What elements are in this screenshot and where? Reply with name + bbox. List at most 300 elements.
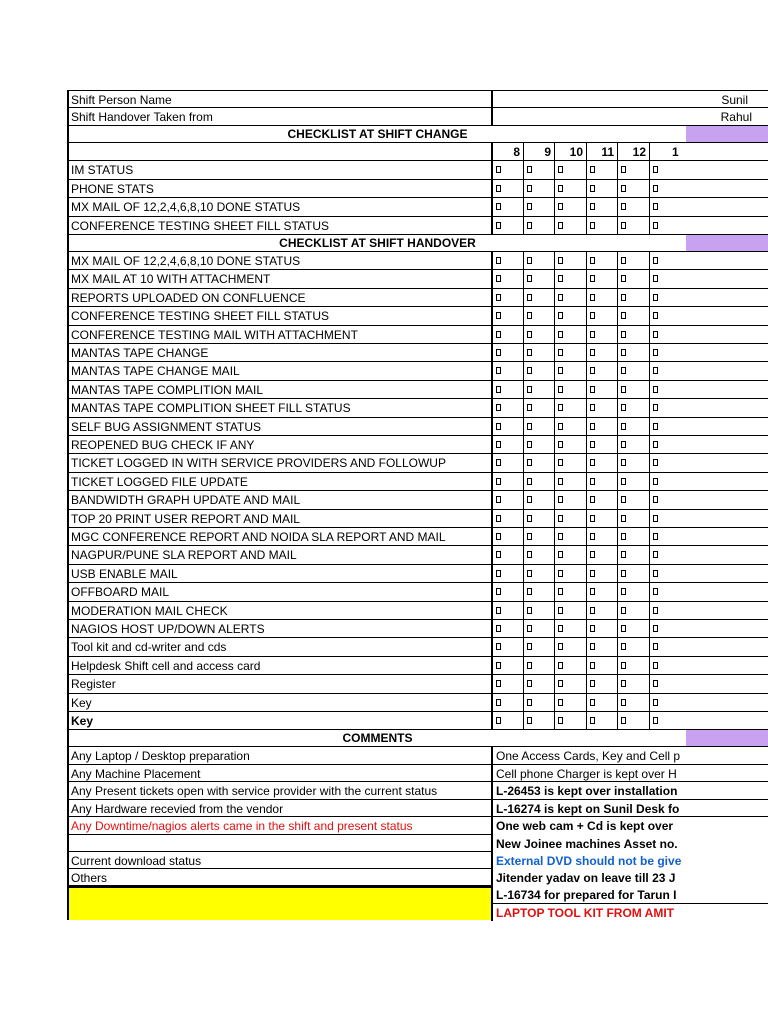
checklist-row bbox=[67, 694, 768, 712]
checkbox[interactable] bbox=[558, 349, 563, 356]
checklist-row bbox=[67, 418, 768, 436]
checkbox[interactable] bbox=[621, 459, 626, 466]
checkbox[interactable] bbox=[527, 662, 532, 669]
checkbox-cell bbox=[491, 418, 523, 436]
checkbox[interactable] bbox=[621, 441, 626, 448]
checkbox[interactable] bbox=[496, 166, 501, 173]
checklist-item-label: PHONE STATS bbox=[67, 180, 491, 199]
checklist-row bbox=[67, 362, 768, 380]
checkbox[interactable] bbox=[527, 496, 532, 503]
checkbox[interactable] bbox=[653, 222, 658, 229]
checkbox[interactable] bbox=[590, 496, 595, 503]
checkbox-cell bbox=[554, 307, 586, 325]
checkbox[interactable] bbox=[558, 166, 563, 173]
checkbox[interactable] bbox=[590, 515, 595, 522]
checkbox-cell bbox=[554, 270, 586, 288]
checklist-row bbox=[67, 252, 768, 270]
checkbox[interactable] bbox=[590, 699, 595, 706]
checkbox[interactable] bbox=[653, 275, 658, 282]
checkbox-cell bbox=[554, 657, 586, 675]
checkbox[interactable] bbox=[496, 496, 501, 503]
checkbox[interactable] bbox=[621, 185, 626, 192]
checkbox-cell bbox=[586, 326, 617, 344]
checkbox[interactable] bbox=[558, 643, 563, 650]
checklist-row bbox=[67, 399, 768, 417]
checkbox-cell bbox=[523, 198, 554, 217]
checkbox[interactable] bbox=[653, 478, 658, 485]
checkbox-cell bbox=[617, 546, 649, 564]
checkbox[interactable] bbox=[621, 312, 626, 319]
checkbox-cell bbox=[491, 473, 523, 491]
checkbox-cell bbox=[586, 583, 617, 601]
checkbox[interactable] bbox=[527, 588, 532, 595]
checklist-item-label: Helpdesk Shift cell and access card bbox=[67, 657, 491, 675]
checkbox-cell bbox=[523, 712, 554, 730]
checkbox-cell bbox=[554, 694, 586, 712]
checklist-item-label: MGC CONFERENCE REPORT AND NOIDA SLA REPORT AND MAIL bbox=[67, 528, 491, 546]
checkbox-cell bbox=[586, 399, 617, 417]
checkbox[interactable] bbox=[527, 717, 532, 724]
checkbox[interactable] bbox=[590, 257, 595, 264]
checkbox[interactable] bbox=[653, 515, 658, 522]
checkbox-cell bbox=[617, 638, 649, 656]
checkbox-cell bbox=[649, 712, 768, 730]
checkbox[interactable] bbox=[621, 607, 626, 614]
comment-value-row bbox=[491, 835, 768, 852]
checkbox[interactable] bbox=[558, 625, 563, 632]
banner-highlight bbox=[686, 730, 768, 746]
checklist-item-label: TOP 20 PRINT USER REPORT AND MAIL bbox=[67, 510, 491, 528]
checkbox[interactable] bbox=[496, 570, 501, 577]
checkbox-cell bbox=[554, 399, 586, 417]
checkbox[interactable] bbox=[527, 257, 532, 264]
checkbox-cell bbox=[649, 326, 768, 344]
checkbox[interactable] bbox=[496, 662, 501, 669]
checkbox[interactable] bbox=[558, 257, 563, 264]
checkbox[interactable] bbox=[621, 275, 626, 282]
checkbox[interactable] bbox=[527, 643, 532, 650]
checkbox[interactable] bbox=[527, 367, 532, 374]
shift-handover-title: CHECKLIST AT SHIFT HANDOVER bbox=[279, 236, 476, 250]
checkbox-cell bbox=[554, 675, 586, 693]
checkbox[interactable] bbox=[653, 386, 658, 393]
checkbox[interactable] bbox=[590, 386, 595, 393]
checkbox[interactable] bbox=[496, 478, 501, 485]
checklist-item-label: MX MAIL AT 10 WITH ATTACHMENT bbox=[67, 270, 491, 288]
checkbox[interactable] bbox=[653, 533, 658, 540]
checklist-row bbox=[67, 161, 768, 180]
checkbox[interactable] bbox=[558, 459, 563, 466]
comments-banner bbox=[67, 730, 768, 747]
checkbox[interactable] bbox=[653, 294, 658, 301]
checkbox-cell bbox=[554, 326, 586, 344]
checkbox[interactable] bbox=[590, 367, 595, 374]
checkbox[interactable] bbox=[558, 699, 563, 706]
checkbox[interactable] bbox=[653, 551, 658, 558]
checkbox-cell bbox=[554, 546, 586, 564]
checkbox[interactable] bbox=[621, 643, 626, 650]
checkbox-cell bbox=[554, 289, 586, 307]
checkbox-cell bbox=[649, 565, 768, 583]
checkbox-cell bbox=[523, 620, 554, 638]
checklist-item-label: CONFERENCE TESTING SHEET FILL STATUS bbox=[67, 217, 491, 236]
checkbox[interactable] bbox=[558, 312, 563, 319]
checkbox[interactable] bbox=[653, 331, 658, 338]
handover-value: Rahul bbox=[491, 108, 768, 126]
checkbox[interactable] bbox=[590, 349, 595, 356]
checkbox[interactable] bbox=[590, 551, 595, 558]
checkbox[interactable] bbox=[621, 717, 626, 724]
checkbox[interactable] bbox=[621, 588, 626, 595]
hour-cell bbox=[523, 143, 554, 161]
checkbox[interactable] bbox=[558, 533, 563, 540]
checkbox[interactable] bbox=[590, 185, 595, 192]
checkbox-grid bbox=[491, 694, 768, 712]
checkbox-cell bbox=[523, 180, 554, 199]
checkbox-cell bbox=[617, 583, 649, 601]
checkbox-cell bbox=[554, 473, 586, 491]
comment-label-row bbox=[67, 869, 491, 886]
checkbox[interactable] bbox=[653, 166, 658, 173]
checkbox[interactable] bbox=[653, 570, 658, 577]
checkbox[interactable] bbox=[558, 404, 563, 411]
checkbox[interactable] bbox=[621, 386, 626, 393]
checkbox[interactable] bbox=[653, 349, 658, 356]
checkbox[interactable] bbox=[558, 496, 563, 503]
checkbox-grid bbox=[491, 657, 768, 675]
checkbox[interactable] bbox=[621, 367, 626, 374]
checkbox[interactable] bbox=[496, 607, 501, 614]
checkbox-cell bbox=[554, 344, 586, 362]
checkbox[interactable] bbox=[558, 441, 563, 448]
checkbox[interactable] bbox=[496, 515, 501, 522]
checkbox[interactable] bbox=[527, 607, 532, 614]
checklist-item-label: MANTAS TAPE COMPLITION SHEET FILL STATUS bbox=[67, 399, 491, 417]
checkbox-grid bbox=[491, 638, 768, 656]
checkbox[interactable] bbox=[653, 459, 658, 466]
checkbox[interactable] bbox=[590, 478, 595, 485]
checkbox[interactable] bbox=[527, 680, 532, 687]
checkbox[interactable] bbox=[527, 312, 532, 319]
checkbox[interactable] bbox=[558, 717, 563, 724]
checkbox[interactable] bbox=[590, 331, 595, 338]
checkbox[interactable] bbox=[558, 275, 563, 282]
checkbox-cell bbox=[554, 712, 586, 730]
checkbox[interactable] bbox=[621, 166, 626, 173]
checkbox[interactable] bbox=[590, 166, 595, 173]
checkbox[interactable] bbox=[590, 203, 595, 210]
checkbox-cell bbox=[586, 436, 617, 454]
checkbox-cell bbox=[554, 620, 586, 638]
comment-label: Any Hardware recevied from the vendor bbox=[67, 800, 491, 818]
checkbox[interactable] bbox=[653, 607, 658, 614]
checkbox[interactable] bbox=[496, 349, 501, 356]
checkbox[interactable] bbox=[496, 367, 501, 374]
checkbox[interactable] bbox=[653, 717, 658, 724]
checkbox[interactable] bbox=[590, 404, 595, 411]
checkbox-cell bbox=[491, 180, 523, 199]
checkbox[interactable] bbox=[527, 551, 532, 558]
checkbox-grid bbox=[491, 307, 768, 325]
checkbox-cell bbox=[491, 546, 523, 564]
checkbox[interactable] bbox=[590, 312, 595, 319]
checkbox-cell bbox=[491, 565, 523, 583]
checkbox-cell bbox=[617, 307, 649, 325]
checkbox[interactable] bbox=[653, 699, 658, 706]
checkbox-cell bbox=[649, 344, 768, 362]
checkbox-cell bbox=[649, 217, 768, 236]
checklist-row bbox=[67, 198, 768, 217]
checkbox[interactable] bbox=[558, 294, 563, 301]
comment-value: LAPTOP TOOL KIT FROM AMIT bbox=[491, 904, 768, 921]
checkbox[interactable] bbox=[653, 643, 658, 650]
checkbox[interactable] bbox=[653, 441, 658, 448]
comment-label-row bbox=[67, 765, 491, 783]
checkbox[interactable] bbox=[653, 625, 658, 632]
checkbox[interactable] bbox=[653, 423, 658, 430]
checklist-item-label: REPORTS UPLOADED ON CONFLUENCE bbox=[67, 289, 491, 307]
checkbox-cell bbox=[554, 602, 586, 620]
checkbox[interactable] bbox=[621, 349, 626, 356]
comment-value-row bbox=[491, 782, 768, 800]
checkbox[interactable] bbox=[590, 275, 595, 282]
checkbox[interactable] bbox=[621, 331, 626, 338]
checkbox[interactable] bbox=[590, 222, 595, 229]
checkbox-grid bbox=[491, 161, 768, 180]
comment-value: Cell phone Charger is kept over H bbox=[491, 765, 768, 783]
checkbox-cell bbox=[649, 289, 768, 307]
checklist-item-label: Tool kit and cd-writer and cds bbox=[67, 638, 491, 656]
checkbox[interactable] bbox=[653, 185, 658, 192]
checkbox[interactable] bbox=[621, 680, 626, 687]
checkbox[interactable] bbox=[527, 386, 532, 393]
checkbox[interactable] bbox=[527, 275, 532, 282]
checkbox[interactable] bbox=[527, 478, 532, 485]
checkbox-cell bbox=[617, 694, 649, 712]
checkbox[interactable] bbox=[527, 625, 532, 632]
checkbox[interactable] bbox=[621, 478, 626, 485]
checkbox-cell bbox=[617, 289, 649, 307]
checkbox[interactable] bbox=[653, 496, 658, 503]
checklist-row bbox=[67, 583, 768, 601]
checkbox-cell bbox=[617, 602, 649, 620]
checklist-item-label: USB ENABLE MAIL bbox=[67, 565, 491, 583]
checkbox[interactable] bbox=[527, 294, 532, 301]
checkbox-cell bbox=[617, 381, 649, 399]
checkbox[interactable] bbox=[590, 570, 595, 577]
checkbox[interactable] bbox=[527, 441, 532, 448]
checkbox-cell bbox=[554, 418, 586, 436]
checkbox[interactable] bbox=[496, 551, 501, 558]
checkbox-cell bbox=[617, 270, 649, 288]
checkbox[interactable] bbox=[527, 570, 532, 577]
checkbox[interactable] bbox=[621, 496, 626, 503]
checkbox-cell bbox=[586, 638, 617, 656]
comment-value: One Access Cards, Key and Cell p bbox=[491, 747, 768, 765]
checkbox[interactable] bbox=[653, 404, 658, 411]
checkbox[interactable] bbox=[621, 570, 626, 577]
checkbox[interactable] bbox=[527, 166, 532, 173]
checkbox-cell bbox=[586, 491, 617, 509]
checkbox[interactable] bbox=[496, 459, 501, 466]
comment-value: L-16734 for prepared for Tarun I bbox=[491, 886, 768, 904]
checkbox-cell bbox=[617, 565, 649, 583]
checkbox[interactable] bbox=[496, 294, 501, 301]
comment-value-row bbox=[491, 817, 768, 835]
checkbox[interactable] bbox=[621, 294, 626, 301]
checkbox[interactable] bbox=[496, 185, 501, 192]
checkbox[interactable] bbox=[496, 257, 501, 264]
checklist-row bbox=[67, 473, 768, 491]
checkbox[interactable] bbox=[621, 533, 626, 540]
checkbox[interactable] bbox=[621, 257, 626, 264]
checkbox[interactable] bbox=[558, 386, 563, 393]
checkbox[interactable] bbox=[496, 699, 501, 706]
checkbox[interactable] bbox=[558, 423, 563, 430]
checkbox[interactable] bbox=[496, 423, 501, 430]
checkbox[interactable] bbox=[496, 386, 501, 393]
checkbox[interactable] bbox=[653, 203, 658, 210]
checkbox[interactable] bbox=[558, 331, 563, 338]
checkbox[interactable] bbox=[621, 423, 626, 430]
checkbox[interactable] bbox=[496, 441, 501, 448]
checkbox-grid bbox=[491, 510, 768, 528]
checkbox-grid bbox=[491, 362, 768, 380]
checkbox-cell bbox=[617, 473, 649, 491]
checklist-row bbox=[67, 307, 768, 325]
checkbox[interactable] bbox=[558, 203, 563, 210]
checkbox[interactable] bbox=[590, 625, 595, 632]
checkbox[interactable] bbox=[590, 643, 595, 650]
checkbox[interactable] bbox=[621, 515, 626, 522]
checkbox[interactable] bbox=[496, 625, 501, 632]
checkbox[interactable] bbox=[590, 717, 595, 724]
checkbox[interactable] bbox=[621, 551, 626, 558]
checkbox[interactable] bbox=[527, 533, 532, 540]
checkbox[interactable] bbox=[558, 588, 563, 595]
checkbox[interactable] bbox=[496, 533, 501, 540]
checklist-item-label: BANDWIDTH GRAPH UPDATE AND MAIL bbox=[67, 491, 491, 509]
checkbox[interactable] bbox=[527, 459, 532, 466]
checkbox-cell bbox=[554, 528, 586, 546]
checkbox[interactable] bbox=[590, 294, 595, 301]
checkbox[interactable] bbox=[527, 404, 532, 411]
checkbox[interactable] bbox=[527, 331, 532, 338]
checkbox-cell bbox=[523, 602, 554, 620]
comment-value: New Joinee machines Asset no. bbox=[491, 835, 768, 852]
checkbox-cell bbox=[523, 418, 554, 436]
checkbox[interactable] bbox=[527, 515, 532, 522]
comment-label-row bbox=[67, 800, 491, 818]
checkbox[interactable] bbox=[621, 662, 626, 669]
checkbox[interactable] bbox=[496, 275, 501, 282]
checkbox[interactable] bbox=[558, 478, 563, 485]
checkbox[interactable] bbox=[590, 680, 595, 687]
checkbox[interactable] bbox=[590, 588, 595, 595]
checkbox-cell bbox=[617, 252, 649, 270]
checkbox[interactable] bbox=[496, 643, 501, 650]
checkbox[interactable] bbox=[558, 607, 563, 614]
checkbox[interactable] bbox=[653, 257, 658, 264]
checkbox-grid bbox=[491, 454, 768, 472]
hours-grid bbox=[491, 143, 768, 161]
checkbox[interactable] bbox=[496, 331, 501, 338]
checkbox[interactable] bbox=[496, 404, 501, 411]
checkbox[interactable] bbox=[496, 588, 501, 595]
checkbox[interactable] bbox=[653, 312, 658, 319]
checkbox-cell bbox=[491, 198, 523, 217]
hour-label: 12 bbox=[632, 145, 646, 159]
checkbox[interactable] bbox=[558, 662, 563, 669]
checkbox-cell bbox=[554, 638, 586, 656]
checkbox[interactable] bbox=[558, 185, 563, 192]
checkbox[interactable] bbox=[496, 203, 501, 210]
checkbox-cell bbox=[617, 362, 649, 380]
checkbox[interactable] bbox=[496, 717, 501, 724]
checkbox[interactable] bbox=[621, 404, 626, 411]
checkbox-cell bbox=[586, 510, 617, 528]
hour-label: 9 bbox=[544, 145, 551, 159]
checkbox[interactable] bbox=[496, 312, 501, 319]
comment-label-row bbox=[67, 782, 491, 800]
checkbox[interactable] bbox=[527, 222, 532, 229]
checkbox[interactable] bbox=[590, 662, 595, 669]
checkbox[interactable] bbox=[527, 203, 532, 210]
checkbox-cell bbox=[523, 638, 554, 656]
checkbox[interactable] bbox=[527, 423, 532, 430]
checkbox[interactable] bbox=[590, 459, 595, 466]
checkbox[interactable] bbox=[653, 588, 658, 595]
checkbox-cell bbox=[491, 362, 523, 380]
checkbox[interactable] bbox=[621, 203, 626, 210]
checkbox[interactable] bbox=[653, 367, 658, 374]
checkbox-cell bbox=[523, 510, 554, 528]
checkbox[interactable] bbox=[590, 441, 595, 448]
checkbox[interactable] bbox=[527, 699, 532, 706]
checkbox[interactable] bbox=[558, 367, 563, 374]
checkbox[interactable] bbox=[496, 680, 501, 687]
comment-value: Jitender yadav on leave till 23 J bbox=[491, 869, 768, 886]
highlight-block bbox=[67, 886, 491, 920]
checkbox[interactable] bbox=[558, 515, 563, 522]
checkbox[interactable] bbox=[590, 423, 595, 430]
checkbox[interactable] bbox=[621, 625, 626, 632]
checklist-row bbox=[67, 528, 768, 546]
checkbox[interactable] bbox=[558, 551, 563, 558]
checkbox[interactable] bbox=[527, 349, 532, 356]
checkbox[interactable] bbox=[621, 222, 626, 229]
checkbox[interactable] bbox=[527, 185, 532, 192]
checkbox[interactable] bbox=[653, 662, 658, 669]
comment-label: Current download status bbox=[67, 852, 491, 870]
checkbox-cell bbox=[491, 436, 523, 454]
checkbox-grid bbox=[491, 344, 768, 362]
checkbox[interactable] bbox=[621, 699, 626, 706]
checkbox[interactable] bbox=[496, 222, 501, 229]
checkbox[interactable] bbox=[653, 680, 658, 687]
checkbox[interactable] bbox=[590, 607, 595, 614]
checkbox-cell bbox=[617, 675, 649, 693]
checkbox[interactable] bbox=[558, 222, 563, 229]
checkbox-cell bbox=[554, 565, 586, 583]
checkbox-cell bbox=[617, 180, 649, 199]
checkbox[interactable] bbox=[558, 680, 563, 687]
checkbox-grid bbox=[491, 583, 768, 601]
checkbox[interactable] bbox=[590, 533, 595, 540]
checkbox[interactable] bbox=[558, 570, 563, 577]
checklist-row bbox=[67, 565, 768, 583]
checkbox-cell bbox=[617, 528, 649, 546]
